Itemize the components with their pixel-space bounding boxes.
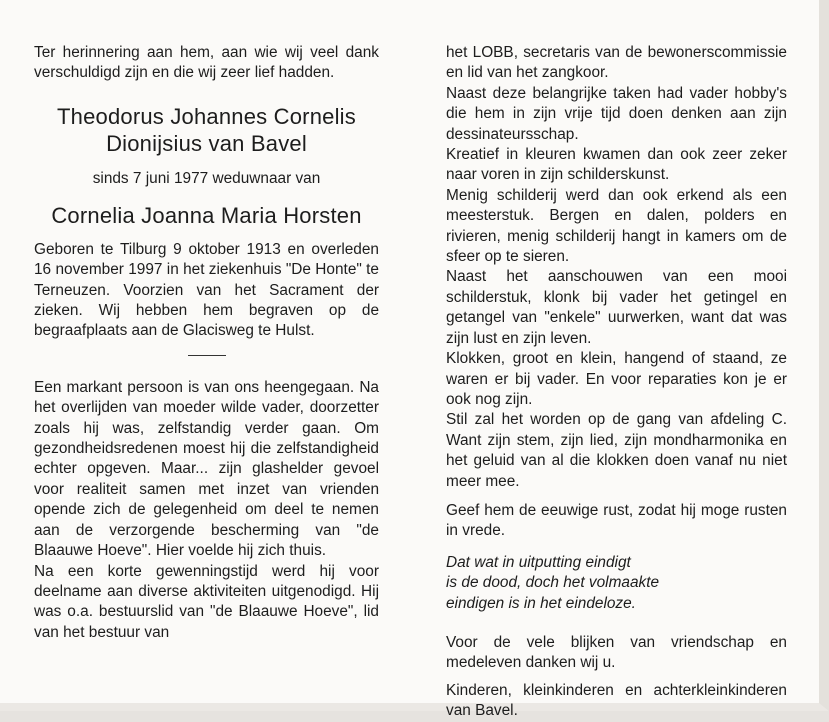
birth-death-text: Geboren te Tilburg 9 oktober 1913 en overleden 16 november 1997 in het ziekenhuis "De Honte" te Terneuzen. Voorzien van het Sacrament der zieken. Wij hebben hem begraven op de begraafplaats aan de Glacisweg te Hulst. <box>34 240 379 340</box>
deceased-name-line1: Theodorus Johannes Cornelis <box>57 103 356 129</box>
spouse-name: Cornelia Joanna Maria Horsten <box>51 202 362 228</box>
widower-text: sinds 7 juni 1977 weduwnaar van <box>92 169 321 187</box>
hobbies-text: Naast deze belangrijke taken had vader hobby's die hem in zijn vrije tijd doen denken aan zijn dessinateursschap. <box>446 84 787 143</box>
quote-line-3: eindigen is in het eindeloze. <box>446 594 636 612</box>
story-paragraph-1: Een markant persoon is van ons heengegaan. Na het overlijden van moeder wilde vader, doorzetter zoals hij was, zelfstandig verder gaan. Om gezondheidsredenen moest hij die zelfstandigheid echter opgeven. Maar... zijn glashelder gevoel voor realiteit samen met inzet van vrienden opende zich de gelegenheid om deel te nemen aan de verzorgende bescherming van "de Blaauwe Hoeve". Hier voelde hij zich thuis. <box>34 378 379 560</box>
divider-line <box>188 355 226 356</box>
quote-line-2: is de dood, doch het volmaakte <box>446 574 660 592</box>
right-column <box>446 0 787 722</box>
quiet-text: Stil zal het worden op de gang van afdeling C. Want zijn stem, zijn lied, zijn mondharmonika en het geluid van al die klokken doen vanaf nu niet meer mee. <box>446 411 787 490</box>
quote-line-1: Dat wat in uitputting eindigt <box>446 553 631 571</box>
family-text: Kinderen, kleinkinderen en achterkleinkinderen van Bavel. <box>446 681 787 720</box>
left-column <box>34 0 379 643</box>
thanks-text: Voor de vele blijken van vriendschap en medeleven danken wij u. <box>446 633 787 672</box>
clocks-text-2: Klokken, groot en klein, hangend of staand, ze waren er bij vader. En voor reparaties kon je er ook nog zijn. <box>446 350 787 408</box>
deceased-name-line2: Dionijsius van Bavel <box>106 130 307 156</box>
prayer-text: Geef hem de eeuwige rust, zodat hij moge rusten in vrede. <box>446 501 787 540</box>
creative-text: Kreatief in kleuren kwamen dan ook zeer zeker naar voren in zijn schilderskunst. <box>446 146 787 184</box>
clocks-text-1: Naast het aanschouwen van een mooi schilderstuk, klonk bij vader het getingel en getangel van "enkele" uurwerken, want dat was zijn lust en zijn leven. <box>446 268 787 347</box>
story-continuation: het LOBB, secretaris van de bewonerscommissie en lid van het zangkoor. <box>446 44 787 82</box>
story-paragraph-2: Na een korte gewenningstijd werd hij voor deelname aan diverse aktiviteiten uitgenodigd. Hij was o.a. bestuurslid van "de Blaauwe Hoeve", lid van het bestuur van <box>34 562 379 641</box>
quote-block <box>446 553 787 614</box>
intro-text: Ter herinnering aan hem, aan wie wij veel dank verschuldigd zijn en die wij zeer lief hadden. <box>34 44 379 82</box>
paintings-text: Menig schilderij werd dan ook erkend als een meesterstuk. Bergen en dalen, polders en rivieren, menig schilderij hangt in kamers om de sfeer op te sieren. <box>446 186 787 266</box>
